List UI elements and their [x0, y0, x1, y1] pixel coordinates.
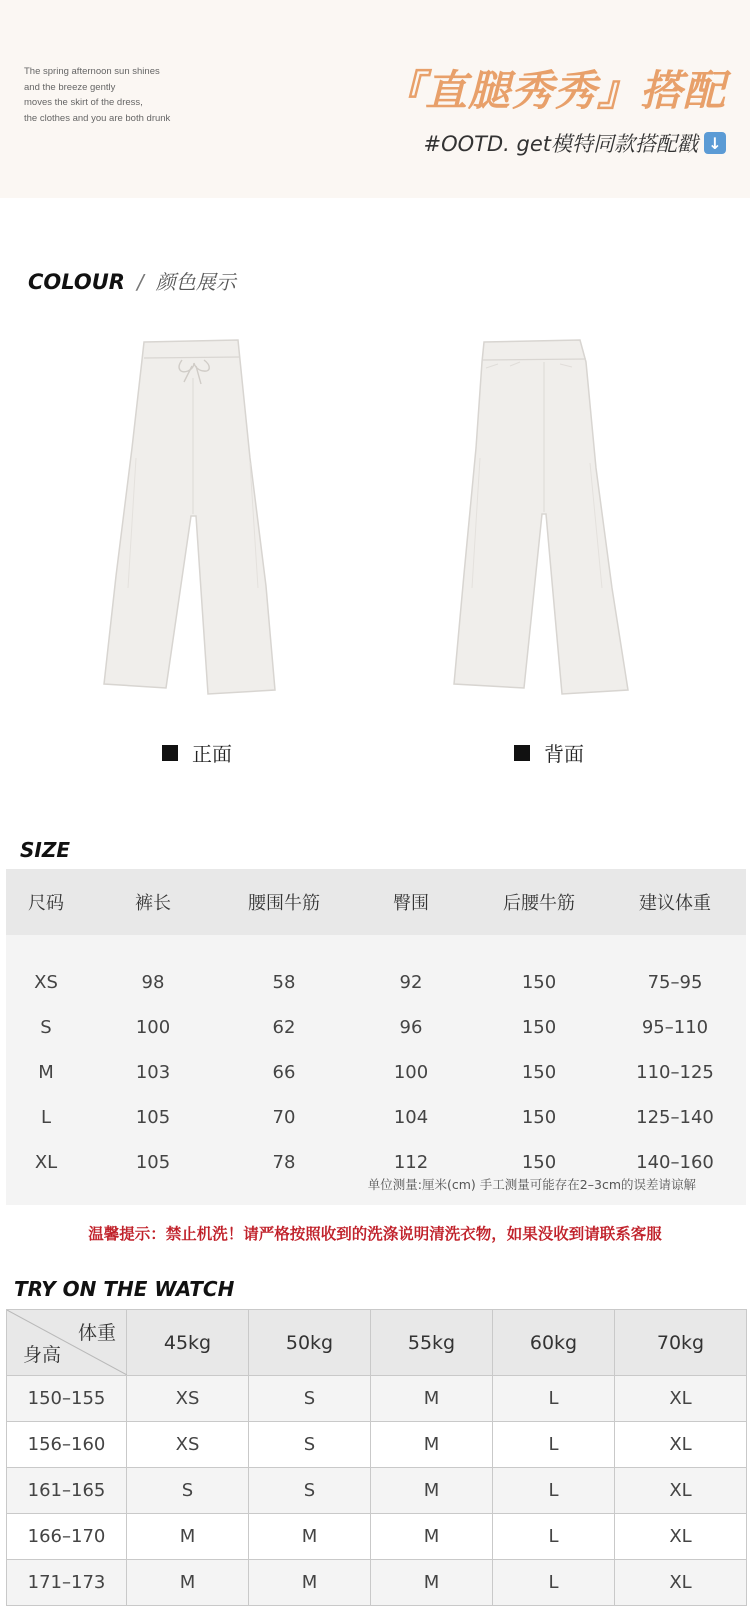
size-cell: S [249, 1422, 371, 1468]
table-cell: 96 [399, 1017, 423, 1038]
back-label-text: 背面 [544, 742, 584, 766]
headline: 『直腿秀秀』搭配 [381, 66, 726, 115]
size-cell: L [493, 1560, 615, 1606]
colour-section-title [28, 266, 236, 295]
size-cell: M [371, 1468, 493, 1514]
table-cell: 125–140 [636, 1107, 714, 1128]
size-cell: M [249, 1514, 371, 1560]
table-cell: 98 [141, 972, 165, 993]
table-cell: 140–160 [636, 1152, 714, 1173]
measurement-note: 单位测量:厘米(cm) 手工测量可能存在2–3cm的误差请谅解 [367, 1177, 696, 1192]
header-cell: 裤长 [135, 893, 171, 914]
table-row [6, 1095, 746, 1140]
square-bullet-icon [514, 745, 530, 761]
square-bullet-icon [162, 745, 178, 761]
front-label-text: 正面 [192, 742, 232, 766]
table-cell: 104 [393, 1107, 429, 1128]
poem-line: The spring afternoon sun shines [24, 66, 160, 77]
table-cell: XS [34, 972, 58, 993]
weight-header: 45kg [127, 1310, 249, 1376]
table-row [7, 1514, 747, 1560]
size-cell: L [493, 1422, 615, 1468]
table-cell: 150 [521, 1152, 557, 1173]
table-cell: M [38, 1062, 54, 1083]
size-cell: M [371, 1376, 493, 1422]
size-cell: XL [615, 1422, 747, 1468]
table-cell: 92 [399, 972, 423, 993]
poem-text [24, 64, 170, 126]
table-cell: 78 [272, 1152, 296, 1173]
table-cell: 112 [393, 1152, 429, 1173]
poem-line: and the breeze gently [24, 81, 116, 93]
table-cell: L [40, 1107, 52, 1128]
front-view-label [162, 738, 232, 767]
height-cell: 150–155 [7, 1376, 127, 1422]
table-cell: 105 [135, 1152, 171, 1173]
header-cell: 建议体重 [639, 893, 711, 914]
weight-header: 60kg [493, 1310, 615, 1376]
size-cell: S [249, 1376, 371, 1422]
table-cell: 103 [135, 1062, 171, 1083]
table-cell: 66 [272, 1062, 296, 1083]
header-cell: 臀围 [393, 893, 429, 914]
size-cell: XL [615, 1560, 747, 1606]
table-row [7, 1376, 747, 1422]
table-cell: 95–110 [641, 1017, 709, 1038]
try-on-table [6, 1309, 747, 1606]
table-row [6, 1005, 746, 1050]
colour-title-en: COLOUR [28, 270, 125, 294]
corner-height-label: 身高 [23, 1344, 62, 1366]
size-cell: L [493, 1376, 615, 1422]
height-cell: 166–170 [7, 1514, 127, 1560]
weight-header: 70kg [615, 1310, 747, 1376]
size-cell: M [371, 1560, 493, 1606]
size-table-header [6, 869, 746, 935]
down-arrow-icon: ↓ [704, 132, 726, 154]
header-cell: 腰围牛筋 [248, 893, 320, 914]
washing-warning: 温馨提示：禁止机洗！请严格按照收到的洗涤说明清洗衣物，如果没收到请联系客服 [88, 1225, 662, 1243]
table-cell: 62 [272, 1017, 296, 1038]
header-cell: 后腰牛筋 [503, 893, 575, 914]
weight-header: 50kg [249, 1310, 371, 1376]
table-row [7, 1560, 747, 1606]
table-cell: 100 [135, 1017, 171, 1038]
size-cell: XL [615, 1514, 747, 1560]
size-cell: XL [615, 1468, 747, 1514]
size-cell: XS [127, 1376, 249, 1422]
size-cell: XS [127, 1422, 249, 1468]
size-table [6, 869, 746, 1205]
size-cell: L [493, 1514, 615, 1560]
subline [424, 128, 727, 158]
size-section-title: SIZE [20, 838, 71, 862]
table-cell: 105 [135, 1107, 171, 1128]
height-cell: 156–160 [7, 1422, 127, 1468]
table-row [7, 1422, 747, 1468]
table-cell: 70 [272, 1107, 296, 1128]
table-cell: 58 [272, 972, 296, 993]
size-cell: S [249, 1468, 371, 1514]
header-banner [0, 0, 750, 198]
try-on-header-row [7, 1310, 747, 1376]
table-row [6, 960, 746, 1005]
table-row [6, 1050, 746, 1095]
height-cell: 161–165 [7, 1468, 127, 1514]
table-cell: 75–95 [647, 972, 703, 993]
poem-line: moves the skirt of the dress, [24, 97, 143, 108]
back-view-label [514, 738, 584, 767]
corner-cell [7, 1310, 127, 1376]
table-cell: XL [34, 1152, 58, 1173]
table-cell: 150 [521, 1062, 557, 1083]
size-cell: L [493, 1468, 615, 1514]
pants-back-image [450, 338, 640, 708]
table-cell: 150 [521, 1107, 557, 1128]
table-cell: 150 [521, 1017, 557, 1038]
size-cell: M [127, 1560, 249, 1606]
size-cell: XL [615, 1376, 747, 1422]
table-cell: 150 [521, 972, 557, 993]
size-cell: S [127, 1468, 249, 1514]
size-cell: M [249, 1560, 371, 1606]
table-cell: 110–125 [636, 1062, 714, 1083]
subline-text: #OOTD. get模特同款搭配戳 [423, 132, 698, 156]
table-cell: 100 [393, 1062, 429, 1083]
pants-front-image [100, 338, 290, 708]
size-cell: M [371, 1422, 493, 1468]
weight-header: 55kg [371, 1310, 493, 1376]
size-cell: M [371, 1514, 493, 1560]
height-cell: 171–173 [7, 1560, 127, 1606]
title-separator: / [136, 270, 144, 294]
colour-title-cn: 颜色展示 [155, 270, 236, 294]
table-row [7, 1468, 747, 1514]
table-cell: S [40, 1017, 52, 1038]
try-on-title: TRY ON THE WATCH [14, 1277, 235, 1301]
size-cell: M [127, 1514, 249, 1560]
corner-weight-label: 体重 [77, 1322, 116, 1344]
poem-line: the clothes and you are both drunk [24, 112, 171, 124]
header-cell: 尺码 [28, 893, 64, 914]
